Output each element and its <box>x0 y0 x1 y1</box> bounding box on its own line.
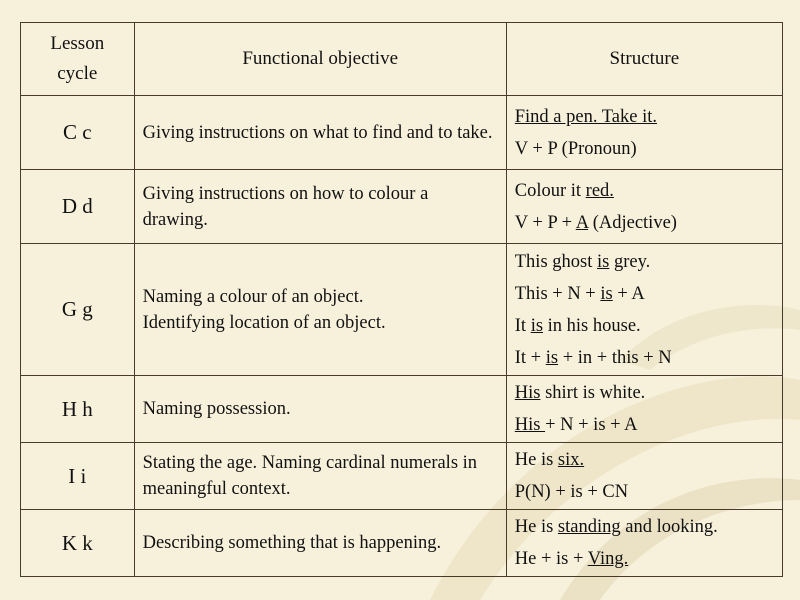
structure-line <box>515 409 774 441</box>
objective-line: Naming a colour of an object. <box>142 286 364 307</box>
structure-text: P(N) + is + CN <box>514 482 629 502</box>
structure-line <box>515 133 774 165</box>
structure-cell <box>506 510 782 577</box>
header-lesson-cycle: Lesson cycle <box>21 23 135 96</box>
header-functional-objective: Functional objective <box>134 23 506 96</box>
structure-line <box>515 342 774 374</box>
structure-cell <box>506 244 782 376</box>
structure-cell <box>506 170 782 244</box>
table-row <box>21 170 783 244</box>
objective-line: Naming possession. <box>142 399 291 419</box>
structure-text: shirt is white. <box>540 383 646 403</box>
structure-text: He + is + <box>514 549 588 569</box>
objective-line: Describing something that is happening. <box>142 533 442 553</box>
structure-text: in his house. <box>543 315 641 336</box>
underlined-text: His <box>514 383 541 403</box>
underlined-text: is <box>600 283 613 304</box>
functional-objective-cell <box>134 170 506 244</box>
functional-objective-cell <box>134 96 506 170</box>
underlined-text: Find a pen. Take it. <box>514 106 657 127</box>
structure-cell <box>506 443 782 510</box>
structure-text: grey. <box>609 251 651 272</box>
structure-line <box>515 511 774 543</box>
structure-text: It + <box>514 347 546 368</box>
underlined-text: is <box>530 315 544 336</box>
underlined-text: red. <box>585 180 614 201</box>
table-row <box>21 244 783 376</box>
underlined-text: is <box>596 251 610 272</box>
objective-line: Giving instructions on how to colour a drawing. <box>142 183 429 230</box>
functional-objective-cell <box>134 443 506 510</box>
structure-text: and looking. <box>620 517 718 537</box>
objective-line: Giving instructions on what to find and to take. <box>142 122 493 143</box>
lesson-cycle-cell: I i <box>21 443 135 510</box>
structure-text: + N + is + A <box>545 415 638 435</box>
lesson-cycle-cell: C c <box>21 96 135 170</box>
table-body <box>21 96 783 577</box>
structure-line <box>515 207 774 239</box>
lesson-cycle-cell: D d <box>21 170 135 244</box>
structure-text: It <box>514 315 531 336</box>
table-row <box>21 510 783 577</box>
objective-line: Stating the age. Naming cardinal numerals in meaningful context. <box>142 453 478 499</box>
underlined-text: A <box>575 212 589 233</box>
structure-text: He is <box>514 517 558 537</box>
structure-text: This + N + <box>514 283 601 304</box>
underlined-text: six. <box>557 450 585 470</box>
underlined-text: His <box>514 415 546 435</box>
lesson-cycle-cell: G g <box>21 244 135 376</box>
lesson-table <box>20 22 783 577</box>
structure-line <box>515 377 774 409</box>
structure-text: V + P + <box>514 212 576 233</box>
structure-cell <box>506 96 782 170</box>
header-structure: Structure <box>506 23 782 96</box>
structure-text: (Adjective) <box>588 212 677 233</box>
structure-line <box>515 278 774 310</box>
table-row <box>21 96 783 170</box>
structure-line <box>515 101 774 133</box>
underlined-text: standing <box>557 517 621 537</box>
structure-line <box>515 310 774 342</box>
underlined-text: is <box>545 347 559 368</box>
objective-line: Identifying location of an object. <box>142 312 386 333</box>
structure-line <box>515 543 774 575</box>
structure-text: Colour it <box>514 180 586 201</box>
table-row <box>21 443 783 510</box>
structure-line <box>515 175 774 207</box>
structure-text: This ghost <box>514 251 597 272</box>
functional-objective-cell <box>134 510 506 577</box>
structure-text: + A <box>612 283 645 304</box>
structure-text: + in + this + N <box>558 347 672 368</box>
structure-line <box>515 246 774 278</box>
table-row <box>21 376 783 443</box>
underlined-text: Ving. <box>587 549 629 569</box>
structure-cell <box>506 376 782 443</box>
structure-line <box>515 444 774 476</box>
structure-text: V + P (Pronoun) <box>514 138 637 159</box>
table-header-row <box>21 23 783 96</box>
structure-line <box>515 476 774 508</box>
structure-text: He is <box>514 450 558 470</box>
functional-objective-cell <box>134 376 506 443</box>
lesson-cycle-cell: H h <box>21 376 135 443</box>
functional-objective-cell <box>134 244 506 376</box>
lesson-cycle-cell: K k <box>21 510 135 577</box>
